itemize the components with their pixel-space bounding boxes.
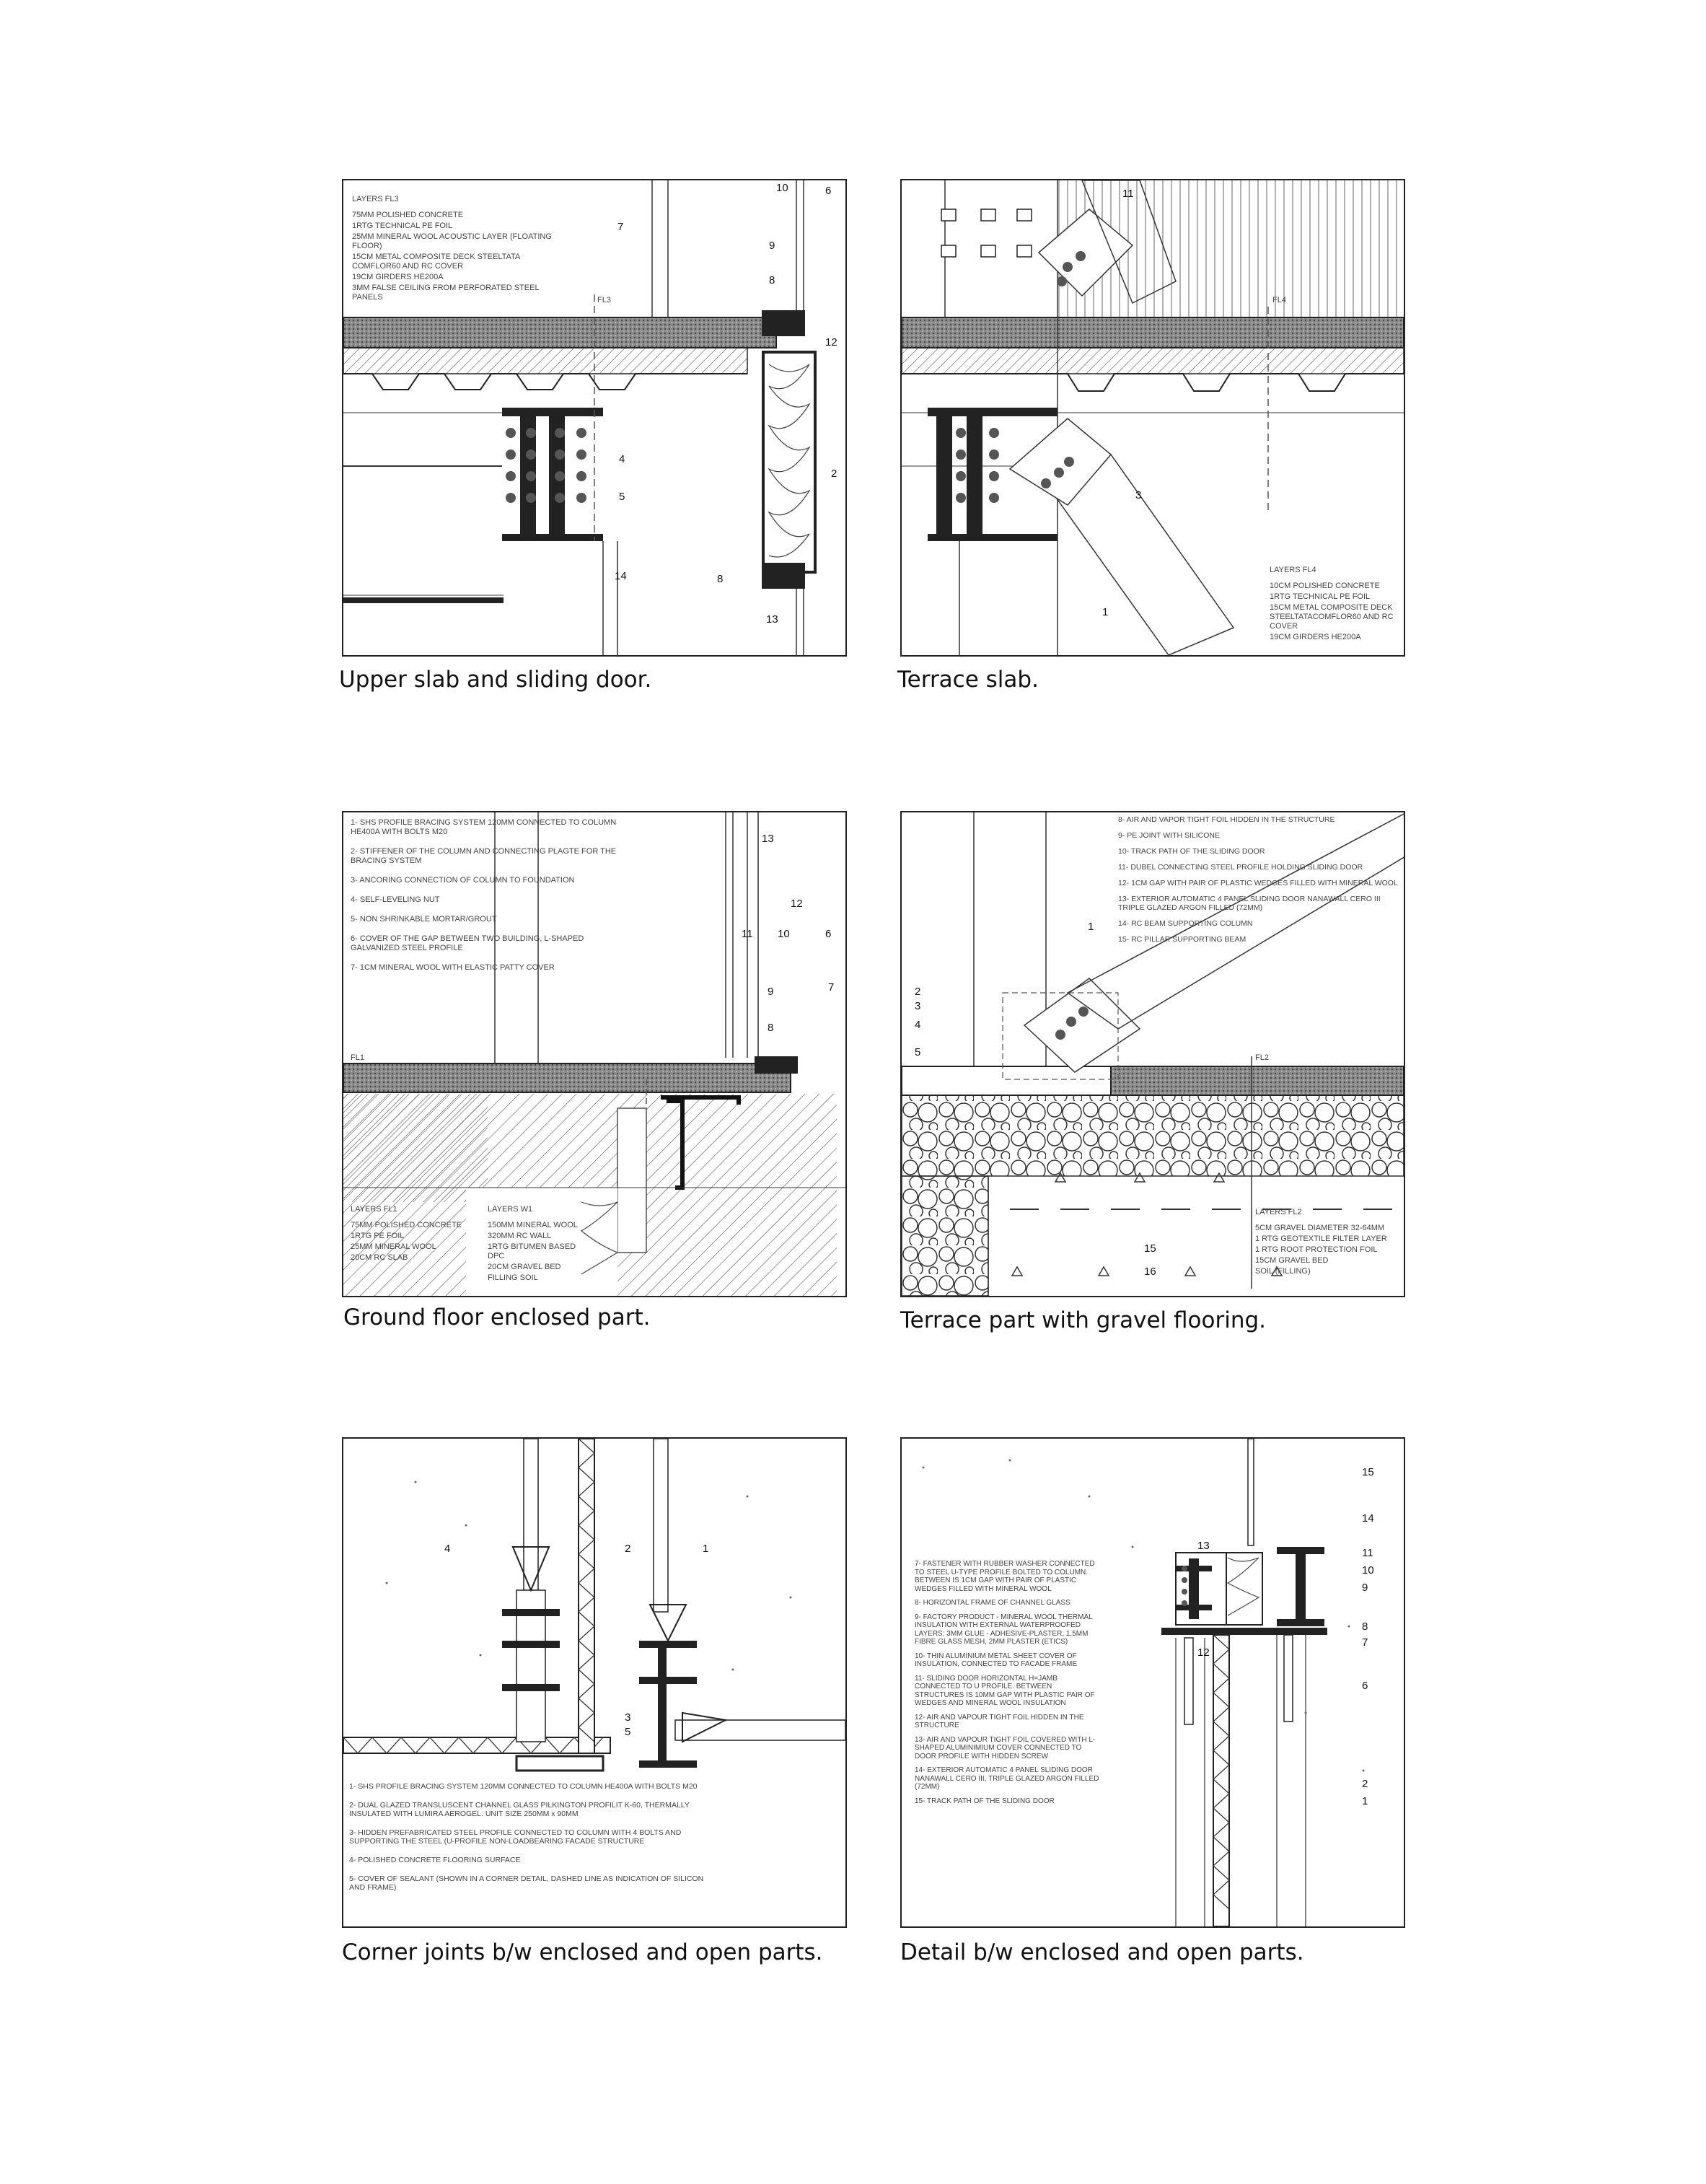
detail-panel-corner-joints (342, 1437, 847, 1928)
note-item: 5- COVER OF SEALANT (SHOWN IN A CORNER DETAIL, DASHED LINE AS INDICATION OF SILICON AND FRAME) (349, 1874, 704, 1892)
caption-upper-slab: Upper slab and sliding door. (339, 667, 652, 693)
callout-tag: 1 (1362, 1795, 1368, 1807)
layer-item: 20CM RC SLAB (351, 1253, 408, 1262)
note-item: 15- RC PILLAR SUPPORTING BEAM (1118, 935, 1246, 944)
callout-tag: 2 (1362, 1778, 1368, 1790)
notes-list (1118, 815, 1399, 945)
layer-item: 75MM POLISHED CONCRETE (352, 211, 464, 219)
notes-list (915, 1560, 1102, 1807)
layer-item: 150MM MINERAL WOOL (488, 1221, 578, 1229)
callout-tag: 7 (617, 221, 624, 233)
level-marker: FL1 (351, 1053, 364, 1062)
callout-tag: 6 (825, 185, 832, 197)
level-marker: FL4 (1272, 296, 1286, 304)
note-item: 15- TRACK PATH OF THE SLIDING DOOR (915, 1797, 1055, 1805)
caption-enclosed-open: Detail b/w enclosed and open parts. (900, 1939, 1304, 1965)
detail-panel-terrace-slab (900, 179, 1405, 657)
layer-item: SOIL (FILLING) (1255, 1267, 1311, 1276)
note-item: 3- HIDDEN PREFABRICATED STEEL PROFILE CONNECTED TO COLUMN WITH 4 BOLTS AND SUPPORTING THE STEEL (U-PROFILE NON-LOADBEARING FACADE STRUCTURE (349, 1828, 682, 1846)
layer-item: 15CM GRAVEL BED (1255, 1256, 1329, 1265)
note-item: 11- SLIDING DOOR HORIZONTAL H=JAMB CONNECTED TO U PROFILE. BETWEEN STRUCTURES IS 10MM GAP WITH PLASTIC PAIR OF WEDGES AND MINERAL WOOL INSULATION (915, 1674, 1095, 1707)
note-item: 1- SHS PROFILE BRACING SYSTEM 120MM CONNECTED TO COLUMN HE400A WITH BOLTS M20 (349, 1782, 698, 1791)
note-item: 1- SHS PROFILE BRACING SYSTEM 120MM CONNECTED TO COLUMN HE400A WITH BOLTS M20 (351, 818, 617, 836)
layer-item: FILLING SOIL (488, 1273, 538, 1282)
callout-tag: 14 (615, 570, 627, 582)
layers-fl2-list (1255, 1224, 1399, 1278)
callout-tag: 5 (915, 1046, 921, 1058)
note-item: 12- 1CM GAP WITH PAIR OF PLASTIC WEDGES FILLED WITH MINERAL WOOL (1118, 879, 1398, 887)
layers-fl1-list (351, 1221, 473, 1264)
note-item: 9- FACTORY PRODUCT - MINERAL WOOL THERMAL INSULATION WITH EXTERNAL WATERPROOFED LAYERS: 3MM GLUE - ADHESIVE-PLASTER, 1,5MM FIBRE GLASS MESH, 2MM PLASTER (ETICS) (915, 1613, 1093, 1646)
callout-tag: 8 (717, 573, 724, 585)
callout-tag: 11 (1362, 1547, 1373, 1559)
caption-corner-joints: Corner joints b/w enclosed and open parts. (342, 1939, 823, 1965)
note-item: 4- SELF-LEVELING NUT (351, 895, 440, 904)
layers-title: LAYERS FL4 (1270, 566, 1316, 574)
callout-tag: 9 (1362, 1582, 1368, 1594)
layer-item: 1 RTG ROOT PROTECTION FOIL (1255, 1245, 1378, 1254)
callout-tag: 12 (825, 336, 837, 348)
callout-tag: 7 (828, 981, 835, 994)
callout-tag: 2 (831, 468, 837, 480)
note-item: 10- THIN ALUMINIUM METAL SHEET COVER OF INSULATION, CONNECTED TO FACADE FRAME (915, 1652, 1078, 1668)
layer-item: 1 RTG GEOTEXTILE FILTER LAYER (1255, 1234, 1387, 1243)
callout-tag: 12 (791, 898, 803, 910)
note-item: 4- POLISHED CONCRETE FLOORING SURFACE (349, 1856, 521, 1864)
callout-tag: 9 (768, 986, 774, 998)
callout-tag: 1 (1102, 606, 1109, 618)
detail-panel-enclosed-open (900, 1437, 1405, 1928)
note-item: 12- AIR AND VAPOUR TIGHT FOIL HIDDEN IN THE STRUCTURE (915, 1713, 1084, 1729)
callout-tag: 3 (1135, 489, 1142, 501)
callout-tag: 10 (1362, 1564, 1374, 1576)
layer-item: 15CM METAL COMPOSITE DECK STEELTATACOMFLOR60 AND RC COVER (1270, 603, 1394, 631)
note-item: 2- STIFFENER OF THE COLUMN AND CONNECTING PLAGTE FOR THE BRACING SYSTEM (351, 847, 617, 865)
callout-tag: 2 (625, 1543, 631, 1555)
callout-tag: 13 (1197, 1540, 1210, 1552)
callout-tag: 13 (762, 833, 774, 845)
layers-list (352, 211, 568, 304)
layers-w1-list (488, 1221, 581, 1284)
layer-item: 5CM GRAVEL DIAMETER 32-64MM (1255, 1224, 1385, 1232)
callout-tag: 14 (1362, 1512, 1374, 1525)
layers-title: LAYERS FL3 (352, 195, 399, 203)
notes-list (349, 1782, 710, 1902)
callout-tag: 2 (915, 986, 921, 998)
callout-tag: 4 (619, 453, 625, 465)
note-item: 13- EXTERIOR AUTOMATIC 4 PANEL SLIDING DOOR NANAWALL CERO III TRIPLE GLAZED ARGON FILLED (72MM) (1118, 895, 1381, 912)
note-item: 6- COVER OF THE GAP BETWEEN TWO BUILDING, L-SHAPED GALVANIZED STEEL PROFILE (351, 934, 584, 952)
notes-list (351, 818, 617, 983)
callout-tag: 4 (915, 1019, 921, 1031)
layer-item: 25MM MINERAL WOOL (351, 1242, 436, 1251)
callout-tag: 9 (769, 240, 775, 252)
callout-tag: 3 (915, 1000, 921, 1012)
level-marker: FL2 (1255, 1053, 1269, 1062)
callout-tag: 6 (1362, 1680, 1368, 1692)
layers-list (1270, 582, 1399, 644)
callout-tag: 13 (766, 613, 778, 626)
layer-item: 15CM METAL COMPOSITE DECK STEELTATA COMFLOR60 AND RC COVER (352, 253, 520, 271)
layer-item: 25MM MINERAL WOOL ACOUSTIC LAYER (FLOATING FLOOR) (352, 232, 552, 250)
callout-tag: 5 (619, 491, 625, 503)
note-item: 3- ANCORING CONNECTION OF COLUMN TO FOUNDATION (351, 876, 575, 885)
layer-item: 320MM RC WALL (488, 1232, 552, 1240)
callout-tag: 8 (768, 1022, 774, 1034)
layer-item: 19CM GIRDERS HE200A (1270, 633, 1361, 641)
layer-item: 10CM POLISHED CONCRETE (1270, 582, 1380, 590)
callout-tag: 4 (444, 1543, 451, 1555)
callout-tag: 11 (1122, 188, 1134, 200)
callout-tag: 12 (1197, 1646, 1210, 1659)
detail-panel-upper-slab (342, 179, 847, 657)
layer-item: 75MM POLISHED CONCRETE (351, 1221, 462, 1229)
callout-tag: 6 (825, 928, 832, 940)
note-item: 5- NON SHRINKABLE MORTAR/GROUT (351, 915, 497, 924)
detail-panel-ground-floor (342, 811, 847, 1297)
note-item: 8- AIR AND VAPOR TIGHT FOIL HIDDEN IN THE STRUCTURE (1118, 815, 1335, 824)
callout-tag: 10 (778, 928, 790, 940)
note-item: 13- AIR AND VAPOUR TIGHT FOIL COVERED WITH L-SHAPED ALUMINIMIUM COVER CONNECTED TO DOOR PROFILE WITH HIDDEN SCREW (915, 1735, 1096, 1760)
callout-tag: 10 (776, 182, 788, 194)
note-item: 7- 1CM MINERAL WOOL WITH ELASTIC PATTY COVER (351, 963, 555, 972)
callout-tag: 5 (625, 1726, 631, 1738)
layer-item: 1RTG TECHNICAL PE FOIL (352, 222, 453, 230)
callout-tag: 1 (1088, 921, 1094, 933)
note-item: 14- RC BEAM SUPPORTING COLUMN (1118, 919, 1253, 928)
detail-panel-terrace-gravel (900, 811, 1405, 1297)
layers-fl2-title: LAYERS FL2 (1255, 1208, 1302, 1216)
caption-ground-floor: Ground floor enclosed part. (343, 1304, 651, 1330)
caption-terrace-gravel: Terrace part with gravel flooring. (900, 1307, 1267, 1333)
callout-tag: 3 (625, 1711, 631, 1724)
note-item: 10- TRACK PATH OF THE SLIDING DOOR (1118, 847, 1265, 856)
callout-tag: 15 (1362, 1466, 1374, 1478)
callout-tag: 8 (1362, 1621, 1368, 1633)
note-item: 9- PE JOINT WITH SILICONE (1118, 831, 1220, 840)
note-item: 2- DUAL GLAZED TRANSLUSCENT CHANNEL GLASS PILKINGTON PROFILIT K-60, THERMALLY INSULATED WITH LUMIRA AEROGEL. UNIT SIZE 250MM x 90MM (349, 1801, 690, 1818)
note-item: 8- HORIZONTAL FRAME OF CHANNEL GLASS (915, 1599, 1070, 1607)
layer-item: 1RTG TECHNICAL PE FOIL (1270, 592, 1371, 601)
note-item: 11- DUBEL CONNECTING STEEL PROFILE HOLDING SLIDING DOOR (1118, 863, 1363, 872)
callout-tag: 16 (1144, 1266, 1156, 1278)
callout-tag: 11 (742, 928, 753, 940)
callout-tag: 7 (1362, 1636, 1368, 1649)
note-item: 7- FASTENER WITH RUBBER WASHER CONNECTED TO STEEL U-TYPE PROFILE BOLTED TO COLUMN. BETWEEN IS 1CM GAP WITH PAIR OF PLASTIC WEDGES FILLED WITH MINERAL WOOL (915, 1560, 1095, 1593)
layer-item: 19CM GIRDERS HE200A (352, 273, 444, 281)
layer-item: 1RTG BITUMEN BASED DPC (488, 1242, 576, 1260)
layer-item: 1RTG PE FOIL (351, 1232, 405, 1240)
level-marker: FL3 (597, 296, 611, 304)
layer-item: 3MM FALSE CEILING FROM PERFORATED STEEL PANELS (352, 284, 540, 302)
note-item: 14- EXTERIOR AUTOMATIC 4 PANEL SLIDING DOOR NANAWALL CERO III, TRIPLE GLAZED ARGON FILLED (72MM) (915, 1766, 1099, 1791)
layer-item: 20CM GRAVEL BED (488, 1263, 561, 1271)
caption-terrace-slab: Terrace slab. (897, 667, 1039, 693)
layers-fl1-title: LAYERS FL1 (351, 1205, 397, 1214)
callout-tag: 8 (769, 274, 775, 286)
layers-w1-title: LAYERS W1 (488, 1205, 533, 1214)
callout-tag: 15 (1144, 1242, 1156, 1255)
callout-tag: 1 (703, 1543, 709, 1555)
